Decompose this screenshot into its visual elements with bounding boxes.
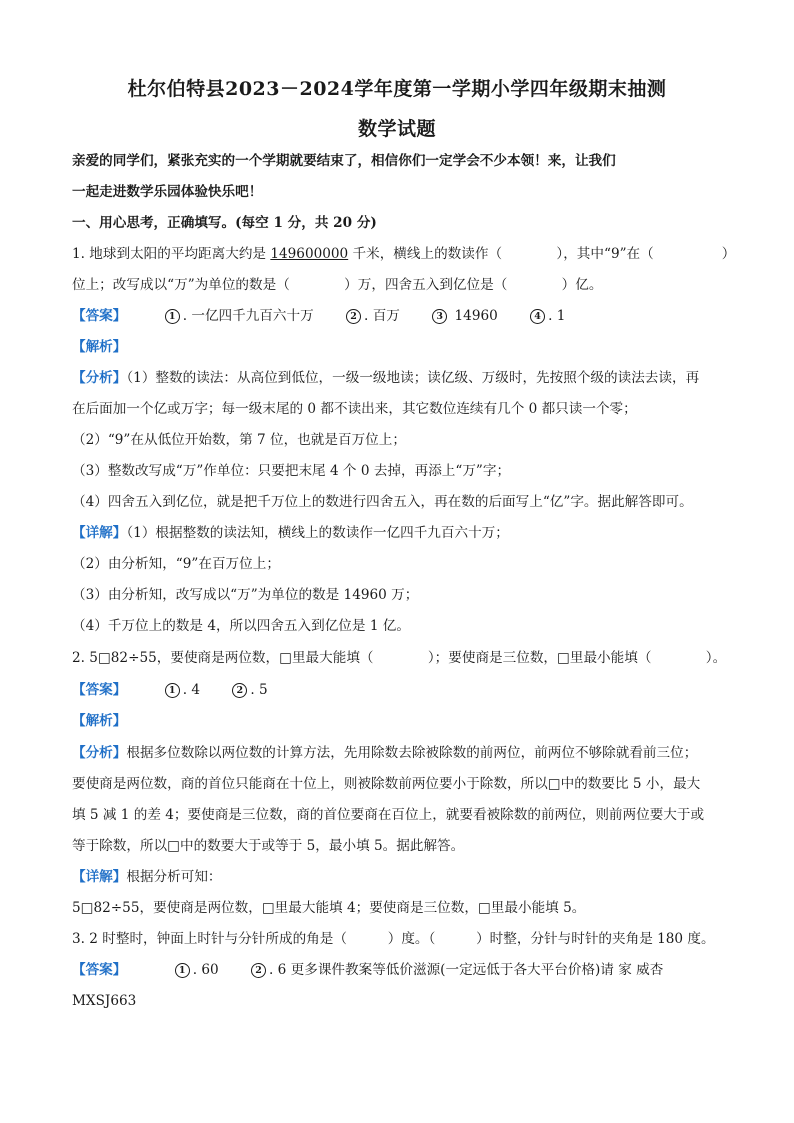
q1-fenxi-line-4: （3）整数改写成“万”作单位：只要把末尾 4 个 0 去掉，再添上“万”字； — [72, 463, 511, 479]
circled-1-icon: 1 — [175, 963, 190, 978]
q1-fenxi-line-5: （4）四舍五入到亿位，就是把千万位上的数进行四舍五入，再在数的后面写上“亿”字。据此解答即可。 — [72, 494, 693, 510]
q1-answer-row — [72, 306, 752, 326]
q2-analysis-label: 【解析】 — [72, 713, 127, 729]
q1-answer-3: 3 14960 — [432, 306, 498, 326]
circled-1-icon: 1 — [165, 683, 180, 698]
q2-detail-line-1: 【详解】根据分析可知： — [72, 869, 222, 885]
promo-code: MXSJ663 — [72, 993, 137, 1009]
q2-fenxi-line-4: 等于除数，所以□中的数要大于或等于 5，最小填 5。据此解答。 — [72, 838, 465, 854]
page-title: 杜尔伯特县2023－2024学年度第一学期小学四年级期末抽测 — [127, 78, 667, 100]
q2-answer-row — [72, 680, 752, 700]
intro-line-2: 一起走进数学乐园体验快乐吧！ — [72, 184, 263, 200]
q1-fenxi-line-2: 在后面加一个亿或万字；每一级末尾的 0 都不读出来，其它数位连续有几个 0 都只读一个零； — [72, 401, 637, 417]
q2-fenxi-line-1: 【分析】根据多位数除以两位数的计算方法，先用除数去除被除数的前两位，前两位不够除就看前三位； — [72, 745, 698, 761]
circled-2-icon: 2 — [232, 683, 247, 698]
q2-answer-2: 2 . 5 — [232, 680, 267, 700]
q1-line-2: 位上；改写成以“万”为单位的数是（ ）万，四舍五入到亿位是（ ）亿。 — [72, 277, 603, 293]
q1-detail-line-4: （4）千万位上的数是 4，所以四舍五入到亿位是 1 亿。 — [72, 618, 410, 634]
circled-1-icon: 1 — [165, 309, 180, 324]
page-subtitle: 数学试题 — [357, 118, 436, 140]
q2-fenxi-line-3: 填 5 减 1 的差 4；要使商是三位数，商的首位要商在百位上，就要看被除数的前两位，则前两位要大于或 — [72, 807, 705, 823]
q2-detail-line-2: 5□82÷55，要使商是两位数，□里最大能填 4；要使商是三位数，□里最小能填 5。 — [72, 900, 586, 916]
q1-detail-line-1: 【详解】（1）根据整数的读法知，横线上的数读作一亿四千九百六十万； — [72, 525, 509, 541]
q1-answer-2: 2 . 百万 — [346, 306, 400, 326]
q3-answer-row — [72, 960, 752, 980]
circled-4-icon: 4 — [530, 309, 545, 324]
q1-fenxi-line-3: （2）“9”在从低位开始数，第 7 位，也就是百万位上； — [72, 432, 406, 448]
intro-line-1: 亲爱的同学们，紧张充实的一个学期就要结束了，相信你们一定学会不少本领！来，让我们 — [72, 153, 616, 169]
q1-detail-line-3: （3）由分析知，改写成以“万”为单位的数是 14960 万； — [72, 587, 419, 603]
circled-3-icon: 3 — [432, 309, 447, 324]
q2-line-1: 2. 5□82÷55，要使商是两位数，□里最大能填（ ）；要使商是三位数，□里最小能填（ ）。 — [72, 650, 727, 666]
circled-2-icon: 2 — [251, 963, 266, 978]
q1-answer-4: 4 . 1 — [530, 306, 565, 326]
q1-number: 149600000 — [270, 246, 349, 262]
section-heading: 一、用心思考，正确填写。(每空 1 分，共 20 分) — [72, 215, 377, 231]
q1-detail-line-2: （2）由分析知，“9”在百万位上； — [72, 556, 280, 572]
q3-answer-2: 2 . 6 — [251, 960, 286, 980]
q2-fenxi-line-2: 要使商是两位数，商的首位只能商在十位上，则被除数前两位要小于除数，所以□中的数要比 5 小，最大 — [72, 776, 701, 792]
q1-analysis-label: 【解析】 — [72, 339, 127, 355]
q1-answer-1: 1 . 一亿四千九百六十万 — [165, 306, 314, 326]
q1-line-1 — [72, 244, 752, 264]
answer-label: 【答案】 — [72, 962, 127, 978]
answer-label: 【答案】 — [72, 682, 127, 698]
q2-answer-1: 1 . 4 — [165, 680, 200, 700]
q1-text-pre: 1. 地球到太阳的平均距离大约是 — [72, 246, 271, 262]
promo-text: 更多课件教案等低价滋源(一定远低于各大平台价格)请 家 威杏 — [290, 962, 664, 978]
q1-fenxi-line-1: 【分析】（1）整数的读法：从高位到低位，一级一级地读；读亿级、万级时，先按照个级的读法去读，再 — [72, 370, 700, 386]
answer-label: 【答案】 — [72, 308, 127, 324]
q3-line-1: 3. 2 时整时，钟面上时针与分针所成的角是（ ）度。（ ）时整，分针与时针的夹角是 180 度。 — [72, 931, 715, 947]
q3-answer-1: 1 . 60 — [175, 960, 219, 980]
circled-2-icon: 2 — [346, 309, 361, 324]
q1-text-post: 千米，横线上的数读作（ ），其中“9”在（ ） — [348, 246, 736, 262]
